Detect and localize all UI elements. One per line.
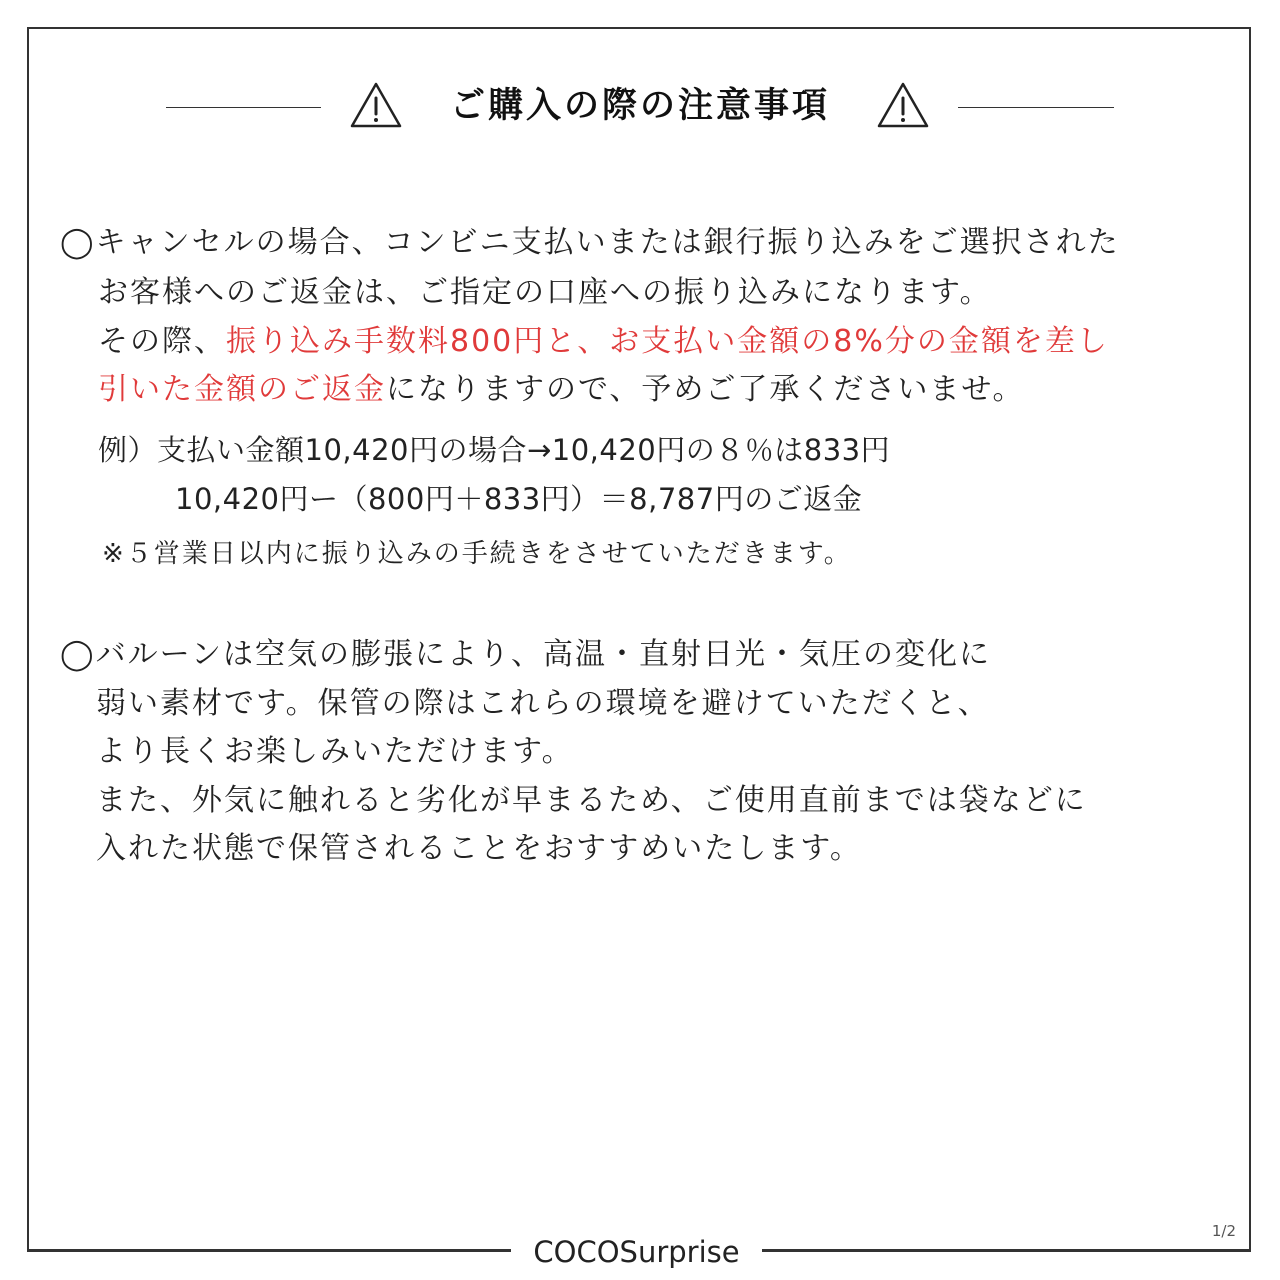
balloon-line-4: また、外気に触れると劣化が早まるため、ご使用直前までは袋などに: [96, 783, 1087, 818]
refund-line-1: ◯キャンセルの場合、コンビニ支払いまたは銀行振り込みをご選択された: [60, 225, 1120, 260]
refund-example-2: 10,420円ー（800円＋833円）＝8,787円のご返金: [175, 482, 863, 516]
refund-amount-highlight: 引いた金額のご返金: [98, 372, 386, 407]
title-divider-right: [958, 107, 1114, 108]
balloon-line-5: 入れた状態で保管されることをおすすめいたします。: [96, 831, 862, 866]
refund-note: ※５営業日以内に振り込みの手続きをさせていただきます。: [102, 539, 852, 569]
refund-line-2: お客様へのご返金は、ご指定の口座への振り込みになります。: [98, 275, 992, 310]
refund-line-3-prefix: その際、: [98, 324, 226, 359]
page-title: ご購入の際の注意事項: [449, 86, 830, 126]
refund-example-1: 例）支払い金額10,420円の場合→10,420円の８％は833円: [98, 433, 891, 467]
footer-divider-right: [762, 1250, 1251, 1252]
page-number: 1/2: [1211, 1222, 1236, 1240]
refund-fee-highlight: 振り込み手数料800円と、お支払い金額の8%分の金額を差し: [226, 324, 1109, 359]
refund-line-4: [98, 370, 1025, 410]
balloon-line-3: より長くお楽しみいただけます。: [96, 734, 574, 769]
brand-logo: COCOSurprise: [511, 1233, 762, 1271]
footer-divider-left: [27, 1250, 511, 1252]
balloon-line-1: ◯バルーンは空気の膨張により、高温・直射日光・気圧の変化に: [60, 637, 991, 672]
title-row: [0, 78, 1280, 138]
balloon-line-2: 弱い素材です。保管の際はこれらの環境を避けていただくと、: [96, 686, 990, 721]
refund-line-3: [98, 322, 1109, 362]
title-divider-left: [166, 107, 321, 108]
refund-line-4-suffix: になりますので、予めご了承くださいませ。: [386, 372, 1025, 407]
warning-triangle-icon: [349, 81, 403, 129]
warning-triangle-icon: [876, 81, 930, 129]
